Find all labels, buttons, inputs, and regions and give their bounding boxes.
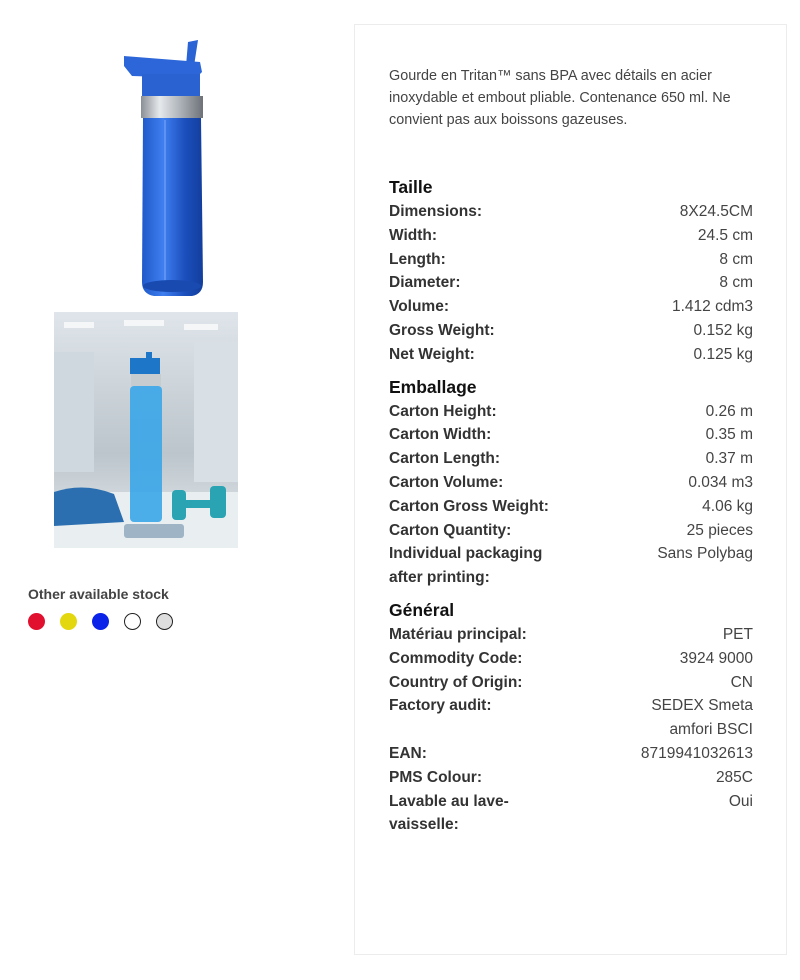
spec-value: Sans Polybag bbox=[657, 545, 753, 563]
spec-label: Individual packaging after printing: bbox=[389, 545, 543, 587]
spec-row bbox=[389, 319, 753, 343]
spec-label: Carton Length: bbox=[389, 450, 501, 468]
spec-value: Oui bbox=[728, 792, 753, 810]
spec-value: 0.034 m3 bbox=[688, 473, 753, 491]
spec-value: PET bbox=[722, 625, 753, 643]
color-swatch-yellow[interactable] bbox=[60, 613, 77, 630]
spec-row bbox=[389, 647, 753, 671]
product-description: Gourde en Tritan™ sans BPA avec détails en acier inoxydable et embout pliable. Contenance 650 ml. Ne convient pas aux boissons gazeuses. bbox=[389, 68, 731, 128]
spec-value: 8 cm bbox=[719, 274, 753, 292]
section-emballage bbox=[389, 375, 753, 590]
product-lifestyle-image[interactable] bbox=[54, 312, 238, 548]
spec-label: Volume: bbox=[389, 298, 449, 316]
spec-label: Commodity Code: bbox=[389, 649, 523, 667]
spec-label: Matériau principal: bbox=[389, 625, 527, 643]
spec-label: Carton Gross Weight: bbox=[389, 497, 549, 515]
spec-row bbox=[389, 766, 753, 790]
spec-label: Diameter: bbox=[389, 274, 461, 292]
spec-row bbox=[389, 423, 753, 447]
spec-value: 0.26 m bbox=[705, 402, 753, 420]
spec-label: Country of Origin: bbox=[389, 673, 523, 691]
spec-value: SEDEX Smeta amfori BSCI bbox=[651, 697, 753, 739]
spec-sections bbox=[389, 175, 753, 845]
section-title: Emballage bbox=[389, 376, 477, 397]
spec-value: 8 cm bbox=[719, 250, 753, 268]
product-main-image[interactable] bbox=[110, 36, 220, 300]
spec-row bbox=[389, 471, 753, 495]
spec-label: Gross Weight: bbox=[389, 321, 495, 339]
spec-label: Carton Volume: bbox=[389, 473, 504, 491]
spec-row bbox=[389, 248, 753, 272]
spec-row bbox=[389, 742, 753, 766]
spec-value: 8719941032613 bbox=[640, 744, 753, 762]
spec-value: 24.5 cm bbox=[697, 226, 753, 244]
spec-row bbox=[389, 343, 753, 367]
spec-row bbox=[389, 495, 753, 519]
spec-row bbox=[389, 447, 753, 471]
spec-label: Lavable au lave-vaisselle: bbox=[389, 792, 509, 834]
section-general bbox=[389, 598, 753, 837]
spec-label: EAN: bbox=[389, 744, 427, 762]
spec-label: PMS Colour: bbox=[389, 768, 482, 786]
spec-row bbox=[389, 400, 753, 424]
spec-label: Dimensions: bbox=[389, 203, 483, 220]
product-details-panel bbox=[354, 24, 787, 955]
spec-value: 8X24.5CM bbox=[679, 203, 753, 220]
other-stock-title: Other available stock bbox=[28, 586, 169, 602]
color-swatch-blue[interactable] bbox=[92, 613, 109, 630]
spec-value: 285C bbox=[715, 768, 753, 786]
spec-row bbox=[389, 694, 753, 742]
spec-label: Length: bbox=[389, 250, 446, 268]
color-swatches bbox=[28, 613, 173, 630]
spec-value: 4.06 kg bbox=[702, 497, 753, 515]
color-swatch-light-grey[interactable] bbox=[156, 613, 173, 630]
spec-row bbox=[389, 790, 753, 838]
spec-row bbox=[389, 623, 753, 647]
spec-value: 25 pieces bbox=[686, 521, 753, 539]
spec-row bbox=[389, 542, 753, 590]
spec-label: Width: bbox=[389, 226, 438, 244]
section-title: Général bbox=[389, 599, 455, 620]
spec-row bbox=[389, 671, 753, 695]
spec-row bbox=[389, 519, 753, 543]
spec-label: Factory audit: bbox=[389, 697, 492, 715]
spec-value: CN bbox=[730, 673, 753, 691]
spec-value: 0.125 kg bbox=[693, 345, 753, 363]
spec-value: 3924 9000 bbox=[679, 649, 753, 667]
section-title: Taille bbox=[389, 177, 433, 197]
spec-value: 0.152 kg bbox=[693, 321, 753, 339]
spec-value: 0.37 m bbox=[705, 450, 753, 468]
spec-label: Net Weight: bbox=[389, 345, 475, 363]
spec-row bbox=[389, 271, 753, 295]
spec-value: 0.35 m bbox=[705, 426, 753, 444]
spec-row bbox=[389, 224, 753, 248]
section-taille bbox=[389, 175, 753, 367]
spec-row bbox=[389, 200, 753, 224]
spec-row bbox=[389, 295, 753, 319]
spec-label: Carton Quantity: bbox=[389, 521, 512, 539]
color-swatch-red[interactable] bbox=[28, 613, 45, 630]
spec-value: 1.412 cdm3 bbox=[672, 298, 753, 316]
spec-label: Carton Height: bbox=[389, 402, 497, 420]
spec-label: Carton Width: bbox=[389, 426, 492, 444]
color-swatch-white[interactable] bbox=[124, 613, 141, 630]
product-gallery bbox=[0, 0, 340, 980]
